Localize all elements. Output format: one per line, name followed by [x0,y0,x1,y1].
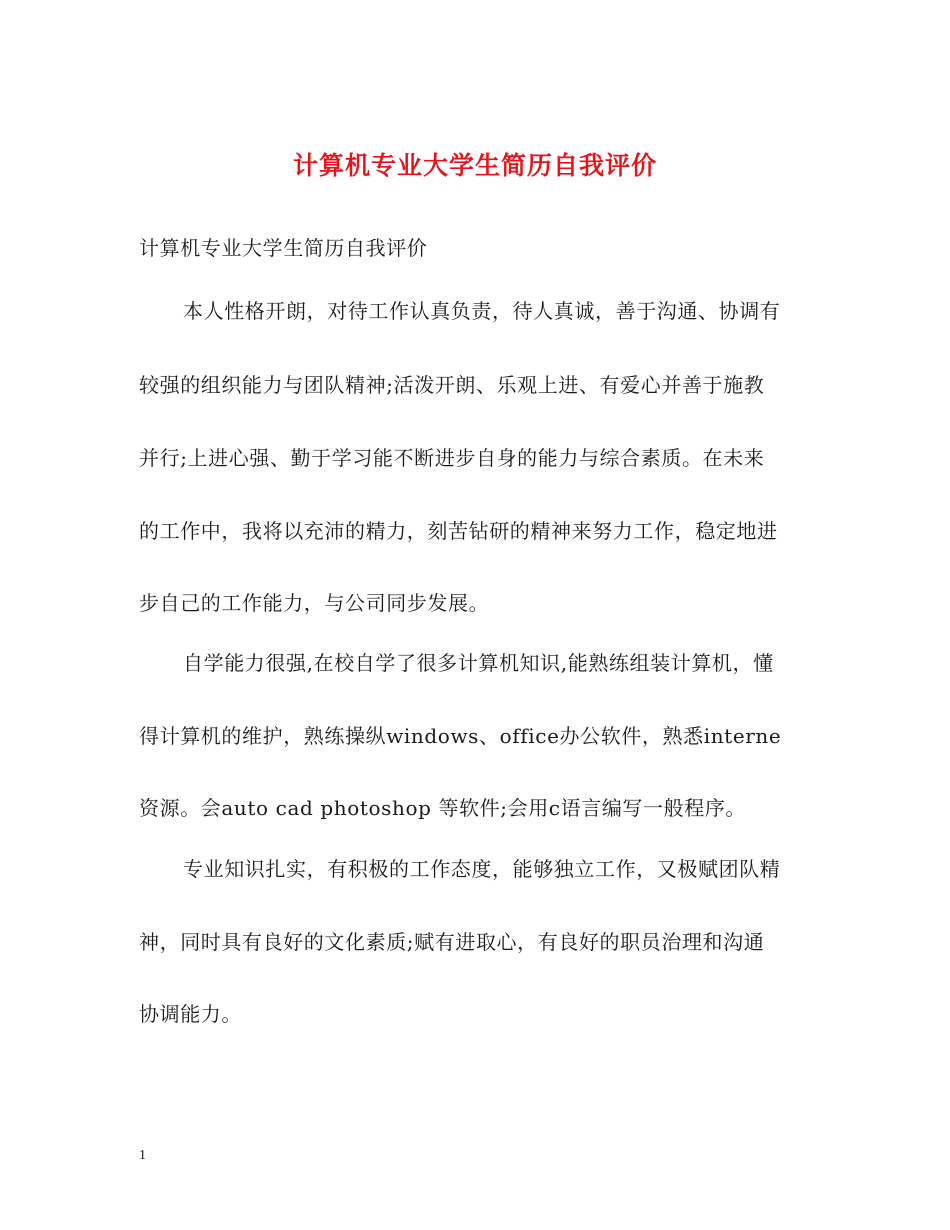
page-number: 1 [139,1148,146,1163]
paragraph-1-line-1: 本人性格开朗，对待工作认真负责，待人真诚，善于沟通、协调有 [183,299,781,323]
paragraph-3-line-3: 协调能力。 [139,1002,242,1026]
paragraph-1-line-2: 较强的组织能力与团队精神;活泼开朗、乐观上进、有爱心并善于施教 [139,373,765,397]
paragraph-2-line-1: 自学能力很强,在校自学了很多计算机知识,能熟练组装计算机，懂 [183,651,774,675]
paragraph-2-line-2: 得计算机的维护，熟练操纵windows、office办公软件，熟悉interne [139,724,782,748]
paragraph-3-line-1: 专业知识扎实，有积极的工作态度，能够独立工作，又极赋团队精 [183,857,781,881]
paragraph-1-line-4: 的工作中，我将以充沛的精力，刻苦钻研的精神来努力工作，稳定地进 [139,519,778,543]
paragraph-1-line-3: 并行;上进心强、勤于学习能不断进步自身的能力与综合素质。在未来 [139,446,765,470]
paragraph-1-line-5: 步自己的工作能力，与公司同步发展。 [139,591,490,615]
document-title: 计算机专业大学生简历自我评价 [292,151,657,180]
paragraph-2-line-3: 资源。会auto cad photoshop 等软件;会用c语言编写一般程序。 [139,796,747,820]
paragraph-3-line-2: 神，同时具有良好的文化素质;赋有进取心，有良好的职员治理和沟通 [139,930,765,954]
document-subtitle: 计算机专业大学生简历自我评价 [139,236,428,260]
